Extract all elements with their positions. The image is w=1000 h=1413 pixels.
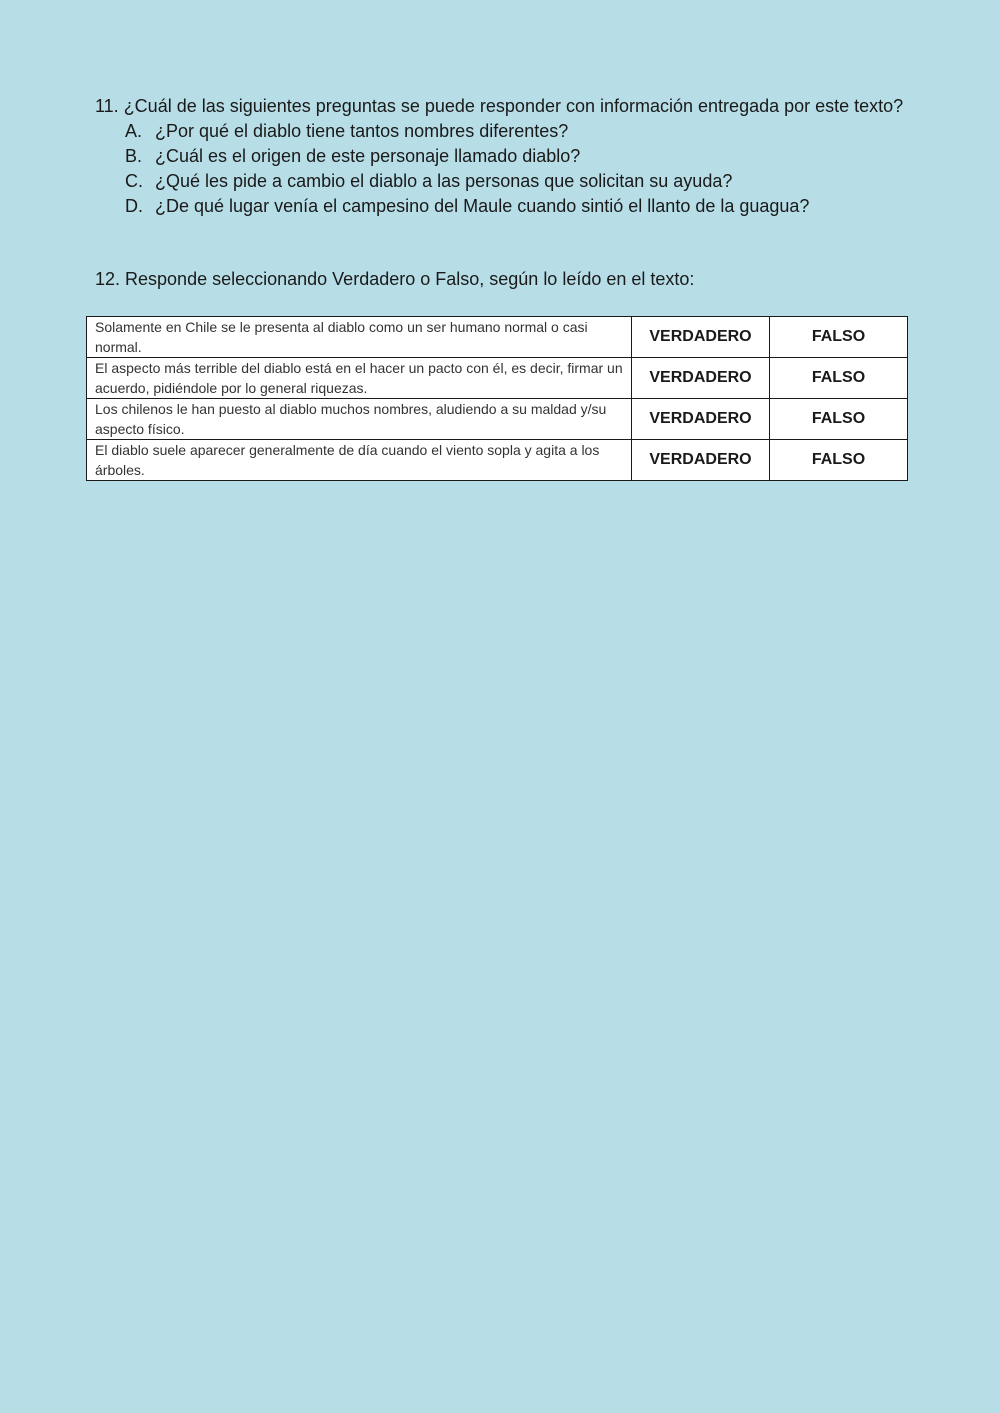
- question-11: [95, 94, 905, 219]
- table-row: [87, 317, 908, 358]
- statement-cell: El aspecto más terrible del diablo está en el hacer un pacto con él, es decir, firmar un acuerdo, pidiéndole por lo general riquezas.: [87, 358, 632, 399]
- option-text: ¿Cuál es el origen de este personaje llamado diablo?: [155, 146, 581, 166]
- statement-cell: El diablo suele aparecer generalmente de día cuando el viento sopla y agita a los árboles.: [87, 440, 632, 481]
- option-text: ¿Qué les pide a cambio el diablo a las personas que solicitan su ayuda?: [155, 171, 733, 191]
- question-11-text: 11. ¿Cuál de las siguientes preguntas se puede responder con información entregada por este texto?: [95, 96, 904, 116]
- table-row: [87, 358, 908, 399]
- true-option-4[interactable]: VERDADERO: [632, 440, 770, 481]
- option-text: ¿De qué lugar venía el campesino del Maule cuando sintió el llanto de la guagua?: [155, 196, 810, 216]
- table-row: [87, 440, 908, 481]
- option-letter: D.: [125, 196, 143, 216]
- table-row: [87, 399, 908, 440]
- false-option-3[interactable]: FALSO: [770, 399, 908, 440]
- false-option-4[interactable]: FALSO: [770, 440, 908, 481]
- option-b[interactable]: [95, 144, 905, 169]
- option-text: ¿Por qué el diablo tiene tantos nombres diferentes?: [155, 121, 569, 141]
- option-letter: C.: [125, 171, 143, 191]
- true-option-1[interactable]: VERDADERO: [632, 317, 770, 358]
- statement-cell: Los chilenos le han puesto al diablo muchos nombres, aludiendo a su maldad y/su aspecto físico.: [87, 399, 632, 440]
- option-a[interactable]: [95, 119, 905, 144]
- option-c[interactable]: [95, 169, 905, 194]
- statement-cell: Solamente en Chile se le presenta al diablo como un ser humano normal o casi normal.: [87, 317, 632, 358]
- true-false-table: [86, 316, 908, 481]
- option-letter: A.: [125, 121, 143, 141]
- false-option-1[interactable]: FALSO: [770, 317, 908, 358]
- false-option-2[interactable]: FALSO: [770, 358, 908, 399]
- option-letter: B.: [125, 146, 143, 166]
- question-11-options: [95, 119, 905, 219]
- true-option-3[interactable]: VERDADERO: [632, 399, 770, 440]
- option-d[interactable]: [95, 194, 905, 219]
- question-12-text: 12. Responde seleccionando Verdadero o Falso, según lo leído en el texto:: [95, 269, 695, 289]
- true-option-2[interactable]: VERDADERO: [632, 358, 770, 399]
